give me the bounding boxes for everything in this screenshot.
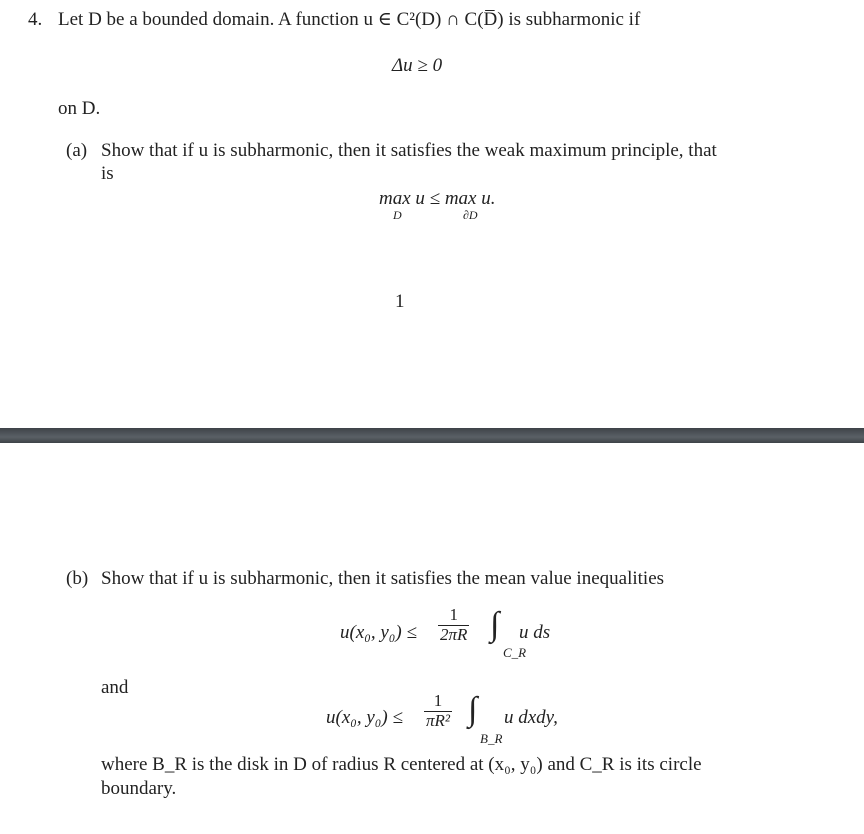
and-text: and	[101, 677, 129, 698]
where-line1: where B_R is the disk in D of radius R centered at (x₀, y₀) and C_R is its circle	[101, 754, 702, 775]
eq1-denominator: 2πR	[440, 624, 468, 644]
page-divider	[0, 428, 864, 443]
part-b-label: (b)	[66, 568, 89, 589]
max-subscript-d: D	[393, 208, 402, 222]
max-inequality: max u ≤ max u.	[379, 188, 496, 209]
on-d-text: on D.	[58, 98, 101, 119]
eq2-domain: B_R	[480, 731, 503, 746]
eq1-lhs: u(x₀, y₀) ≤	[340, 622, 417, 643]
eq1-integral-sign: ∫	[490, 606, 500, 643]
eq2-integrand: u dxdy,	[504, 707, 558, 728]
part-a-line1: Show that if u is subharmonic, then it satisfies the weak maximum principle, that	[101, 140, 717, 161]
eq2-fraction	[424, 692, 452, 730]
eq2-denominator: πR²	[426, 710, 450, 730]
page-number: 1	[395, 291, 405, 312]
eq2-integral-sign: ∫	[468, 691, 478, 728]
max-subscript-boundary: ∂D	[463, 208, 478, 222]
part-a-line2: is	[101, 163, 114, 184]
eq2-numerator: 1	[424, 692, 452, 712]
part-a-label: (a)	[66, 140, 88, 161]
problem-number: 4.	[28, 9, 43, 30]
laplacian-inequality: Δu ≥ 0	[392, 55, 443, 76]
eq1-fraction	[438, 606, 469, 644]
eq1-domain: C_R	[503, 645, 527, 660]
eq1-numerator: 1	[438, 606, 469, 626]
where-line2: boundary.	[101, 778, 177, 799]
part-b-text: Show that if u is subharmonic, then it satisfies the mean value inequalities	[101, 568, 665, 589]
eq2-lhs: u(x₀, y₀) ≤	[326, 707, 403, 728]
eq1-integrand: u ds	[519, 622, 551, 643]
problem-intro: Let D be a bounded domain. A function u ∈ C²(D) ∩ C(D̅) is subharmonic if	[58, 9, 641, 30]
